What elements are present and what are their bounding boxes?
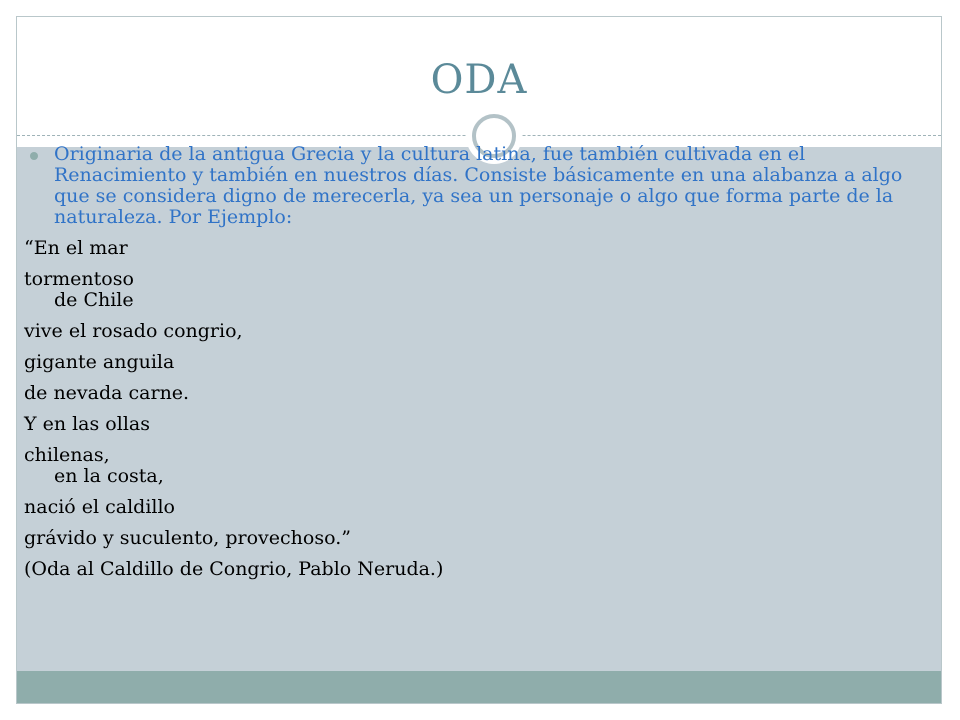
bullet-paragraph	[24, 144, 904, 228]
poem-line-continuation: en la costa,	[54, 465, 164, 487]
poem-line	[24, 414, 904, 435]
slide-title: ODA	[430, 57, 528, 103]
poem-line-text: de nevada carne.	[24, 382, 190, 404]
poem-line-text: Y en las ollas	[24, 413, 150, 435]
bullet-dot-icon	[30, 152, 38, 160]
footer-bar	[17, 671, 941, 703]
poem-line	[24, 352, 904, 373]
poem-line-text: tormentoso	[24, 268, 134, 290]
bullet-text: Originaria de la antigua Grecia y la cultura latina, fue también cultivada en el Renacimiento y también en nuestros días. Consiste básicamente en una alabanza a algo que se considera digno de merecerla, ya sea un personaje o algo que forma parte de la naturaleza. Por Ejemplo:	[54, 143, 903, 228]
poem-line	[24, 445, 904, 487]
poem-line	[24, 528, 904, 549]
poem-line-continuation: de Chile	[54, 289, 134, 311]
poem-line-text: “En el mar	[24, 237, 128, 259]
poem	[24, 238, 904, 580]
poem-line	[24, 321, 904, 342]
poem-line	[24, 497, 904, 518]
poem-line-text: nació el caldillo	[24, 496, 175, 518]
poem-line-text: vive el rosado congrio,	[24, 320, 243, 342]
poem-citation-text: (Oda al Caldillo de Congrio, Pablo Neruda.)	[24, 558, 444, 580]
poem-line-text: gigante anguila	[24, 351, 175, 373]
poem-line	[24, 383, 904, 404]
poem-line-text: grávido y suculento, provechoso.”	[24, 527, 351, 549]
slide-content	[24, 144, 904, 590]
poem-line-text: chilenas,	[24, 444, 110, 466]
poem-citation	[24, 559, 904, 580]
poem-line	[24, 238, 904, 259]
poem-line	[24, 269, 904, 311]
